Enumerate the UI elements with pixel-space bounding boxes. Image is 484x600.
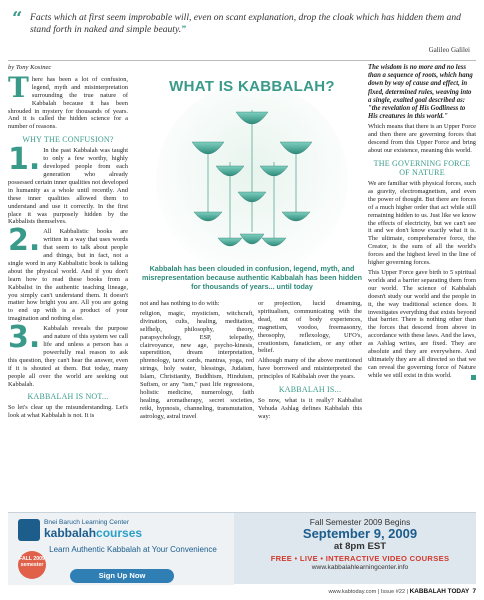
heading-kabbalah-is-not: KABBALAH IS NOT... xyxy=(27,392,109,402)
semester-line: Fall Semester 2009 Begins xyxy=(309,517,411,527)
paragraph: Although many of the above mentioned have borrowed and misinterpreted the principles of Kabbalah over the years. xyxy=(258,357,362,381)
ad-url-link[interactable]: www.kabbalahlearningcenter.info xyxy=(311,564,409,571)
ad-left-panel xyxy=(8,513,234,585)
quote-mark-icon: “ xyxy=(12,8,23,29)
paragraph: religion, magic, mysticism, witchcraft, divination, cults, healing, meditation, selfhelp, philosophy, theory, parapsychology, ESP, telepathy, clairvoyance, new age, psycho-kinesis, superstition, dream interpretation, phrenology, tarot cards, mantras, yoga, red strings, holy water, blessings, Judaism, Islam, Christianity, Buddhism, Hinduism, Sufism, or any "ism," past life regressions, holistic medicine, numerology, faith healing, aromatherapy, secret societies, reiki, hypnosis, channeling, transmutation, astrology, astral travel xyxy=(140,309,254,420)
point-3: 3. Kabbalah reveals the purpose and nature of this system we call life and unless a person has a powerfully real reason to ask this question, they can't hear the answer, even if it is shouted at them. But today, many people all over the world are seeking out Kabbalah. xyxy=(8,320,128,388)
start-time: at 8pm EST xyxy=(333,541,387,552)
page-number: 7 xyxy=(472,588,476,595)
end-mark-icon xyxy=(471,375,476,380)
org-name: Bnei Baruch Learning Center xyxy=(44,519,130,526)
byline: by Tony Kosinec xyxy=(8,64,52,71)
fall-2009-badge: FALL 2009 semester xyxy=(18,551,46,579)
heading-kabbalah-is: KABBALAH IS... xyxy=(278,385,342,395)
course-features: FREE • LIVE • INTERACTIVE VIDEO COURSES xyxy=(270,554,450,563)
footer-meta: www.kabtoday.com | Issue #22 | xyxy=(328,589,409,595)
paragraph: not and has nothing to do with: xyxy=(140,300,220,307)
numeral-1: 1. xyxy=(8,142,41,178)
point-2: 2. All Kabbalistic books are written in a way that uses words that seem to talk about people and things, but in fact, not a single word in any Kabbalistic book is talking about the physical world. And if you don't learn how to read these books from a Kabbalist in the authentic teaching lineage, you simply can't understand them. It doesn't matter how bright you are. All you are going to end up with is a product of your imagination and nothing else. xyxy=(8,223,128,323)
column-4 xyxy=(368,64,476,382)
ad-right-panel xyxy=(244,513,476,585)
paragraph: So now, what is it really? Kabbalist Yehuda Ashlag defines Kabbalah this way: xyxy=(258,397,362,420)
column-1 xyxy=(8,64,128,422)
quote-text: Facts which at first seem improbable will, even on scant explanation, drop the cloak which has hidden them and stand forth in naked and simple beauty.” xyxy=(30,12,461,35)
page-footer xyxy=(8,588,476,595)
magazine-name: KABBALAH TODAY xyxy=(409,588,470,595)
paragraph: We are familiar with physical forces, such as gravity, electromagnetism, and even the power of thought. But there are forces of a much higher order that act while still remaining hidden to us. Just like we know the effects of electricity, but we can't see it and we don't know exactly what it is. The ultimate, comprehensive force, the Creator, is the sum of all the world's forces and the highest level in the line of higher governing forces. xyxy=(368,180,476,267)
point-1: 1. In the past Kabbalah was taught to only a few worthy, highly developed people from each generation who already possessed certain inner qualities not developed in humanity as a whole until recently. And these inner qualities allowed them to understand and use it correctly. In the first place it was purposely hidden by the Kabbalists themselves. xyxy=(8,142,128,226)
graphic-caption: Kabbalah has been clouded in confusion, legend, myth, and misrepresentation because authentic Kabbalah has been hidden for thousands of years... until today xyxy=(141,264,363,291)
graphic-title: WHAT IS KABBALAH? xyxy=(169,78,335,95)
pull-quote xyxy=(8,6,476,62)
tree-of-bowls-illustration xyxy=(138,62,366,298)
numeral-3: 3. xyxy=(8,320,41,356)
brand-wordmark: kabbalahcourses xyxy=(44,526,143,540)
heading-governing-force: THE GOVERNING FORCE OF NATURE xyxy=(373,159,471,178)
column-3 xyxy=(258,300,362,423)
quote-author: Galileo Galilei xyxy=(428,46,470,54)
feature-graphic xyxy=(138,62,366,298)
bnei-baruch-logo-icon xyxy=(18,519,40,541)
divider xyxy=(8,60,476,61)
sign-up-button[interactable]: Sign Up Now xyxy=(70,569,174,583)
column-2 xyxy=(140,300,254,423)
paragraph: This Upper Force gave birth to 5 spiritual worlds and a barrier separating them from our world. The science of Kabbalah doesn't study our world and the people in it, the way traditional science does. It investigates everything that exists beyond that barrier. There is nothing other than the forces that descend from above in accordance with these laws. And the laws, as Ashlag writes, are fixed. They are absolute and they are everywhere. And ultimately they are all directed so that we can reveal the governing force of Nature while we still exist in this world. xyxy=(368,269,476,379)
drop-cap: T xyxy=(8,70,29,104)
paragraph: or projection, lucid dreaming, spiritualism, communicating with the dead, out of body experiences, magnetism, voodoo, freemasonry, theosophy, reflexology, UFO's, creationism, fanaticism, or any other belief. xyxy=(258,300,362,355)
start-date: September 9, 2009 xyxy=(302,526,418,541)
numeral-2: 2. xyxy=(8,223,41,259)
ashlag-definition: The wisdom is no more and no less than a sequence of roots, which hang down by way of cause and effect, in fixed, determined rules, weaving into a single, exalted goal described as: "the revelation of His Godliness to His creatures in this world." xyxy=(368,64,473,121)
advertisement[interactable] xyxy=(8,512,476,584)
heading-why-confusion: WHY THE CONFUSION? xyxy=(22,135,114,145)
ad-tagline: Learn Authentic Kabbalah at Your Convenience xyxy=(49,545,217,554)
intro-paragraph: There has been a lot of confusion, legend, myth and misinterpretation surrounding the true nature of Kabbalah because it has been shrouded in mystery for thousands of years. And it is called the hidden science for a number of reasons. xyxy=(8,70,128,131)
paragraph: Which means that there is an Upper Force and then there are governing forces that descend from this Upper Force and bring about our existence, meaning this world. xyxy=(368,123,476,155)
paragraph-not: So let's clear up the misunderstanding. Let's look at what Kabbalah is not. It is xyxy=(8,404,128,420)
